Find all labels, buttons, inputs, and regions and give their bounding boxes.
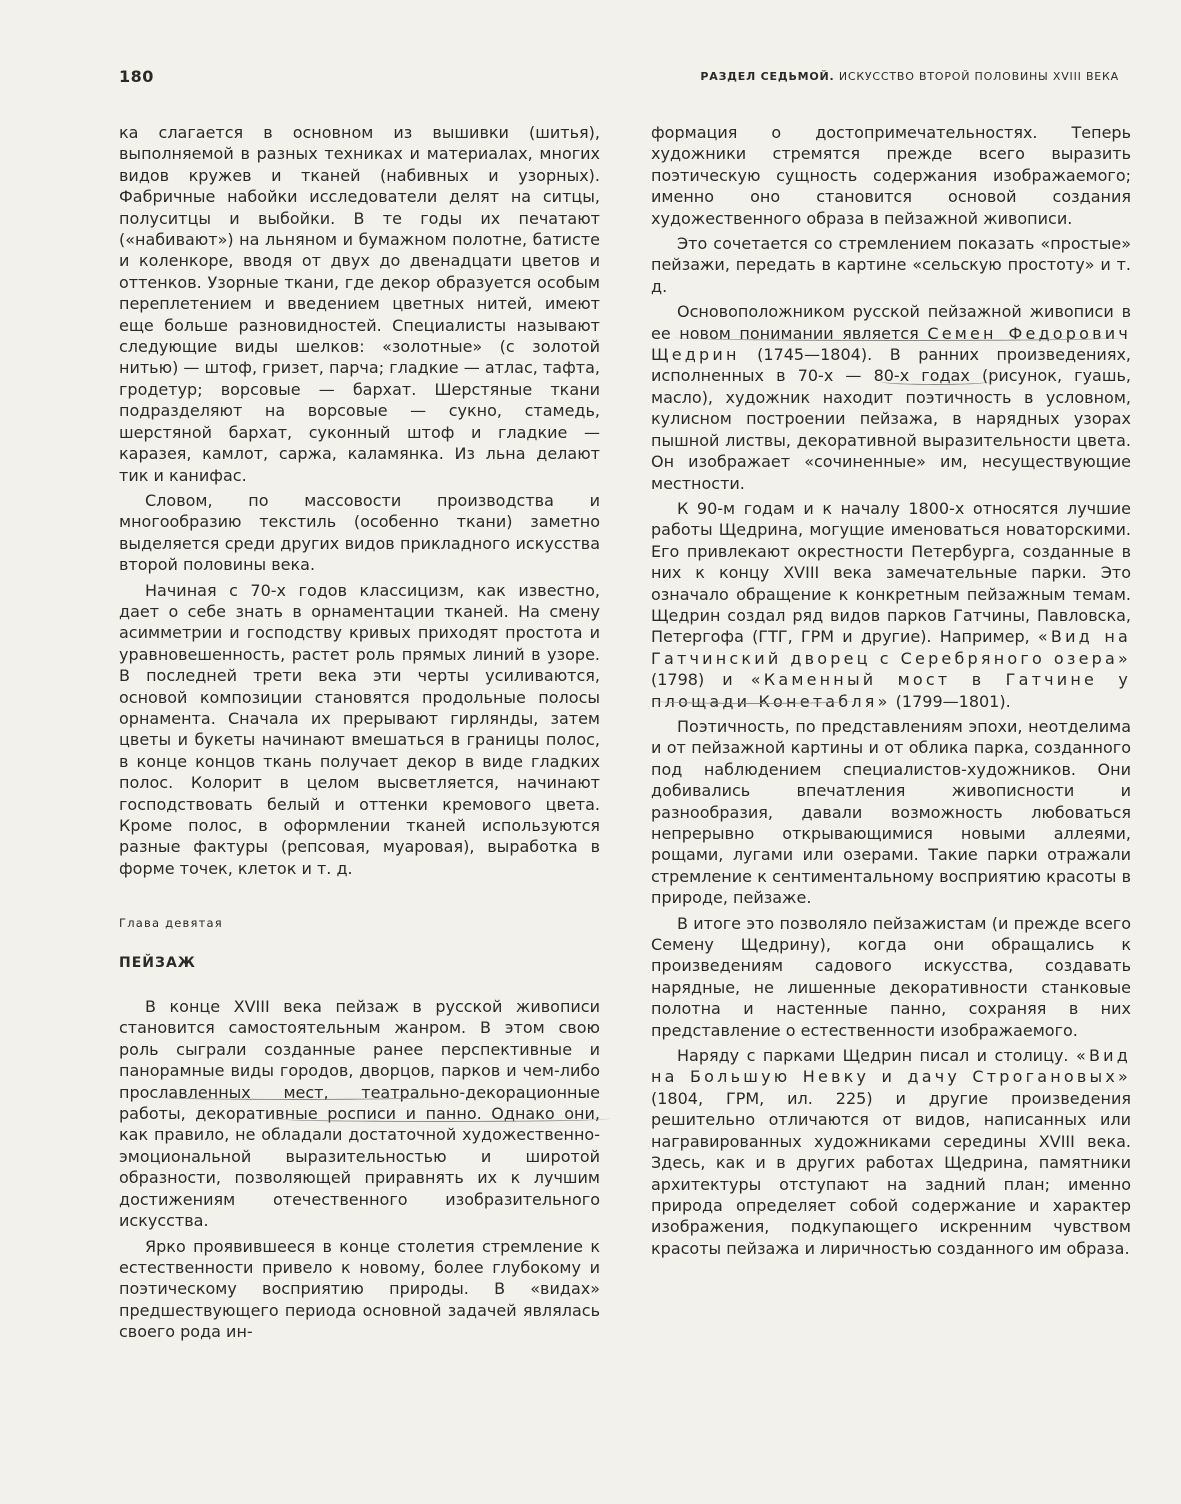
running-head bbox=[700, 70, 1119, 83]
pencil-underline bbox=[270, 1115, 610, 1122]
artwork-title: «Каменный мост в Гатчине у площади Конетабля» bbox=[651, 670, 1132, 711]
text-run: (1745—1804). В ранних произведениях, исполненных в 70-х — 80-х годах (рисунок, гуашь, масло), художник находит поэтичность в условном, кулисном построении пейзажа, в нарядных узорах пышной листвы, декоративной выразительности цвета. Он изображает «сочиненные» им, несуществующие местности. bbox=[651, 345, 1131, 493]
text-run: Наряду с парками Щедрин писал и столицу. bbox=[677, 1046, 1076, 1066]
pencil-underline bbox=[675, 334, 1125, 341]
chapter-title: ПЕЙЗАЖ bbox=[119, 954, 196, 971]
running-head-title: ИСКУССТВО ВТОРОЙ ПОЛОВИНЫ XVIII ВЕКА bbox=[838, 70, 1119, 83]
running-head-section: РАЗДЕЛ СЕДЬМОЙ. bbox=[700, 70, 835, 83]
paragraph: В конце XVIII века пейзаж в русской живописи становится самостоятельным жанром. В этом свою роль сыграли созданные ранее перспективные и панорамные виды городов, дворцов, парков и чем-либо прославленных мест, театрально-декорационные работы, декоративные росписи и панно. Однако они, как правило, не обладали достаточной художественно-эмоциональной выразительностью и широтой образности, позволяющей приравнять их к лучшим достижениям отечественного изобразительного искусства. bbox=[119, 997, 600, 1231]
artwork-title: «Вид на Гатчинский дворец с Серебряного озера» bbox=[651, 627, 1131, 668]
paragraph: ка слагается в основном из вышивки (шитья), выполняемой в разных техниках и материалах, многих видов кружев и тканей (набивных и узорных). Фабричные набойки исследователи делят на ситцы, полуситцы и выбойки. В те годы их печатают («набивают») на льняном и бумажном полотне, батисте и коленкоре, вводя от двух до двенадцати цветов и оттенков. Узорные ткани, где декор образуется особым переплетением и введением цветных нитей, имеют еще больше разновидностей. Специалисты называют следующие виды шелков: «золотные» (с золотой нитью) — штоф, гризет, парча; гладкие — атлас, тафта, гродетур; ворсовые — бархат. Шерстяные ткани подразделяют на ворсовые — сукно, стамедь, шерстяной бархат, суконный штоф и гладкие — каразея, камлот, саржа, каламянка. Из льна делают тик и канифас. bbox=[119, 123, 600, 485]
paragraph bbox=[651, 1045, 1131, 1259]
right-column bbox=[651, 122, 1131, 1263]
artist-name: Семен Федорович Щедрин bbox=[651, 323, 1132, 365]
paragraph: Словом, по массовости производства и многообразию текстиль (особенно ткани) заметно выделяется среди других видов прикладного искусства второй половины века. bbox=[119, 490, 600, 575]
chapter-label: Глава девятая bbox=[119, 916, 223, 931]
text-run: (1799—1801). bbox=[890, 691, 1011, 711]
paragraph: Поэтичность, по представлениям эпохи, неотделима и от пейзажной картины и от облика парка, созданного под наблюдением специалистов-художников. Они добивались впечатления живописности и разнообразия, давали возможность любоваться непрерывно открывающимися новыми аллеями, рощами, лугами или озерами. Такие парки отражали стремление к сентиментальному восприятию красоты в природе, пейзаже. bbox=[651, 716, 1131, 908]
text-run: (1804, ГРМ, ил. 225) и другие произведения решительно отличаются от видов, написанных или награвированных художниками середины XVIII века. Здесь, как и в других работах Щедрина, памятники архитектуры отступают на задний план; именно природа определяет собой содержание и характер изображения, подкупающего искренним чувством красоты пейзажа и лиричностью созданного им образа. bbox=[651, 1088, 1131, 1258]
left-column bbox=[119, 122, 600, 1347]
paragraph: Начиная с 70-х годов классицизм, как известно, дает о себе знать в орнаментации тканей. На смену асимметрии и господству кривых приходят простота и уравновешенность, растет роль прямых линий в узоре. В последней трети века эти черты усиливаются, основой композиции становятся продольные полосы орнамента. Сначала их прерывают гирлянды, затем цветы и букеты начинают вмешаться в границы полос, в конце концов ткань получает декор в виде гладких полос. Колорит в целом высветляется, начинают господствовать белый и оттенки кремового цвета. Кроме полос, в оформлении тканей используются разные фактуры (репсовая, муаровая), выработка в форме точек, клеток и т. д. bbox=[119, 580, 600, 878]
paragraph: В итоге это позволяло пейзажистам (и прежде всего Семену Щедрину), когда они обращались к произведениям садового искусства, создавать нарядные, не лишенные декоративности станковые полотна и настенные панно, сохраняя в них представление о естественности изображаемого. bbox=[651, 913, 1131, 1040]
text-run: Основоположником русской пейзажной живописи в ее новом понимании является bbox=[651, 302, 1131, 343]
paragraph bbox=[651, 301, 1131, 494]
text-run: (1798) и bbox=[651, 670, 751, 690]
pencil-underline bbox=[880, 378, 990, 385]
pencil-underline bbox=[150, 1093, 440, 1100]
page-number: 180 bbox=[119, 67, 154, 86]
paragraph: Это сочетается со стремлением показать «простые» пейзажи, передать в картине «сельскую простоту» и т. д. bbox=[651, 234, 1131, 296]
paragraph: формация о достопримечательностях. Теперь художники стремятся прежде всего выразить поэтическую сущность содержания изображаемого; именно оно становится основой создания художественного образа в пейзажной живописи. bbox=[651, 123, 1131, 228]
text-run: К 90-м годам и к началу 1800-х относятся лучшие работы Щедрина, могущие именоваться новаторскими. Его привлекают окрестности Петербурга, созданные в них к концу XVIII века замечательные парки. Это означало обращение к конкретным пейзажным темам. Щедрин создал ряд видов парков Гатчины, Павловска, Петергофа (ГТГ, ГРМ и другие). Например, bbox=[651, 498, 1131, 647]
paragraph: Ярко проявившееся в конце столетия стремление к естественности привело к новому, более глубокому и поэтическому восприятию природы. В «видах» предшествующего периода основной задачей являлась своего рода ин- bbox=[119, 1236, 600, 1342]
artwork-title: «Вид на Большую Невку и дачу Строгановых» bbox=[651, 1046, 1131, 1087]
paragraph bbox=[651, 498, 1131, 712]
pencil-underline bbox=[651, 697, 856, 704]
